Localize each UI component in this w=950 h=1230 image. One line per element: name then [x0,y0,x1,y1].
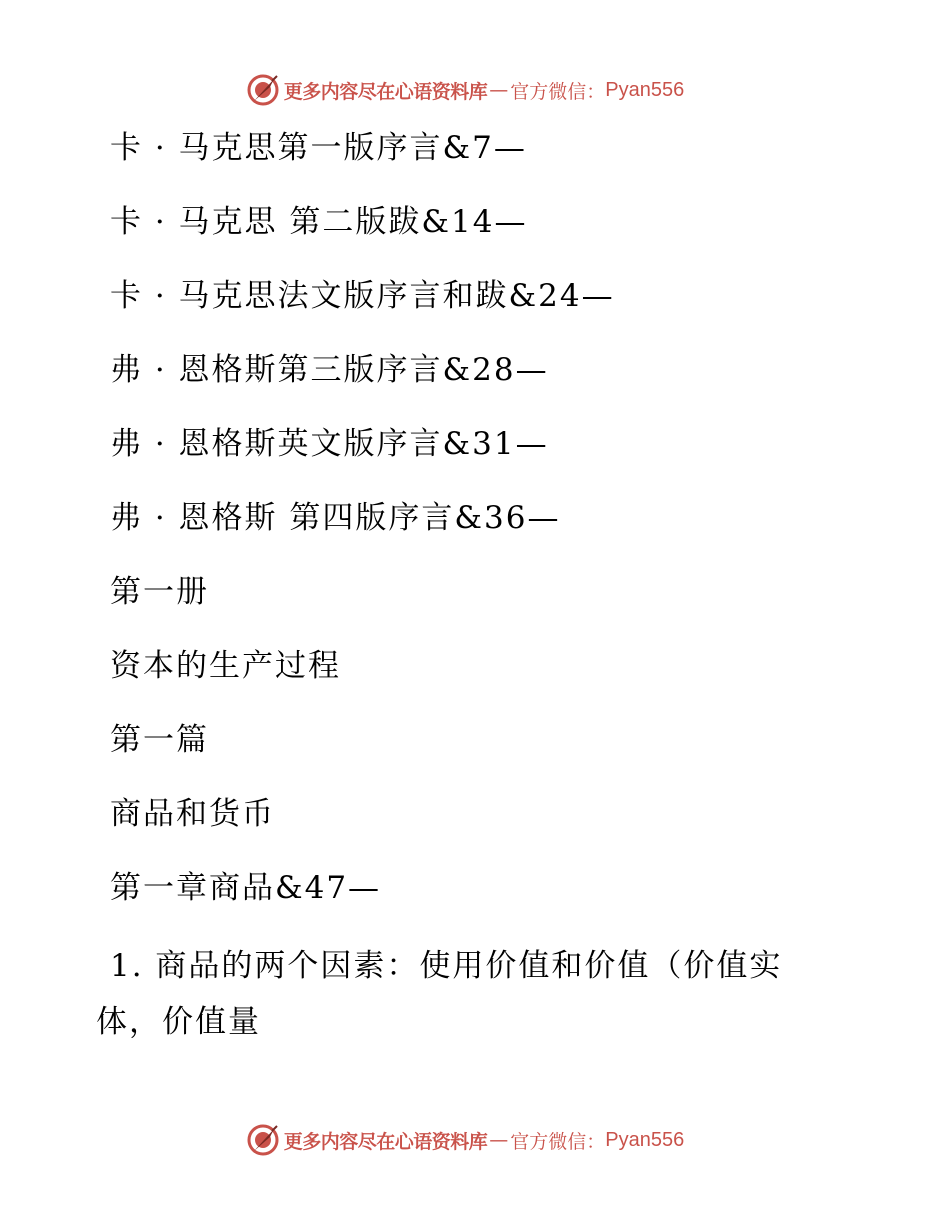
watermark-main-text: 更多内容尽在心语资料库 [283,1130,488,1153]
toc-line: 弗 · 恩格斯第三版序言&28— [110,352,549,388]
watermark-official-text: 官方微信： [510,1130,606,1153]
toc-line: 第一篇 [110,722,209,758]
watermark-main-text: 更多内容尽在心语资料库 [283,80,488,103]
watermark-dash: — [489,1129,509,1151]
watermark-header [0,70,940,110]
quill-logo-icon [246,1123,280,1157]
toc-line: 商品和货币 [110,796,275,832]
quill-logo-icon [246,73,280,107]
toc-line: 卡 · 马克思 第二版跋&14— [110,204,528,240]
watermark-wechat-id: Pyan556 [605,1128,685,1151]
toc-line: 资本的生产过程 [110,648,341,684]
watermark-footer [0,1120,940,1160]
watermark-official-text: 官方微信： [510,80,606,103]
section-paragraph: 1. 商品的两个因素：使用价值和价值（价值实体，价值量 [96,948,783,1040]
watermark-wechat-id: Pyan556 [605,78,685,101]
toc-line: 第一册 [110,574,209,610]
watermark-dash: — [489,79,509,101]
toc-line: 弗 · 恩格斯英文版序言&31— [110,426,549,462]
toc-line: 弗 · 恩格斯 第四版序言&36— [110,500,561,536]
toc-line: 第一章商品&47— [110,870,382,906]
toc-line: 卡 · 马克思法文版序言和跋&24— [110,278,615,314]
toc-line: 卡 · 马克思第一版序言&7— [110,130,527,166]
